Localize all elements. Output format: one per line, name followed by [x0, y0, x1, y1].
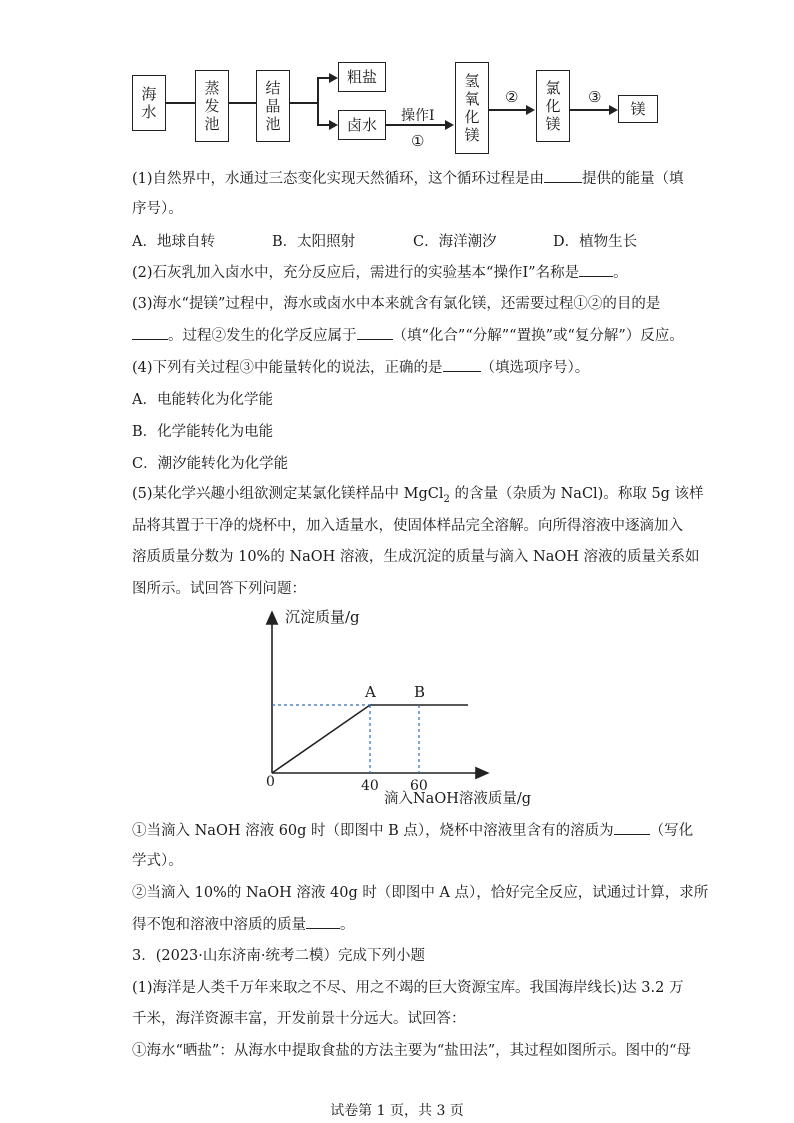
q5-line1 [132, 484, 704, 510]
q5-sub1-line1 [132, 820, 694, 841]
point-label-b: B [414, 683, 426, 701]
q3-header: 3．(2023·山东济南·统考二模）完成下列小题 [132, 948, 426, 964]
brine-label: 卤水 [346, 116, 377, 134]
q1-option-d: D．植物生长 [553, 234, 638, 250]
x-tick-label: 60 [410, 778, 428, 794]
q1-line2 [132, 199, 672, 219]
q5-sub2-b: 得不饱和溶液中溶质的质量 [132, 917, 306, 933]
answer-blank[interactable] [306, 914, 340, 929]
y-axis-label: 沉淀质量/g [285, 608, 360, 626]
operation-label: 操作I [401, 108, 435, 124]
arrow-line [229, 102, 256, 104]
arrow-line [570, 109, 610, 111]
q5-subscript: 2 [443, 493, 450, 505]
page-footer: 试卷第 1 页，共 3 页 [330, 1103, 464, 1119]
q3-next-line3: ①海水“晒盐”：从海水中提取食盐的方法主要为“盐田法”，其过程如图所示。图中的“母 [132, 1043, 692, 1059]
q3-line2 [132, 325, 684, 346]
answer-blank[interactable] [443, 357, 481, 372]
answer-blank[interactable] [579, 262, 613, 277]
answer-blank[interactable] [357, 325, 393, 340]
answer-blank[interactable] [132, 325, 168, 340]
q4-option-b: B．化学能转化为电能 [132, 424, 274, 440]
q4-text-a: (4)下列有关过程③中能量转化的说法，正确的是 [132, 360, 443, 376]
q5-line4: 图所示。试回答下列问题： [132, 581, 306, 597]
crystallization-pond-label: 结晶池 [265, 79, 281, 133]
q5-sub1-line2: 学式）。 [132, 853, 183, 869]
crude-salt-label: 粗盐 [346, 68, 377, 86]
q4-text-b: （填选项序号）。 [480, 360, 590, 376]
q1-text-a: (1)自然界中，水通过三态变化实现天然循环，这个循环过程是由 [132, 171, 545, 187]
q2-text-a: (2)石灰乳加入卤水中，充分反应后，需进行的实验基本“操作I”名称是 [132, 265, 580, 281]
q5-line1-a: (5)某化学兴趣小组欲测定某氯化镁样品中 MgCl [132, 486, 444, 502]
x-tick-label: 40 [361, 778, 379, 794]
evaporation-pond-label: 蒸发池 [204, 79, 220, 133]
q4-line [132, 357, 672, 378]
q1-option-a: A．地球自转 [132, 234, 215, 250]
arrow-line [489, 109, 527, 111]
branch-vertical [317, 77, 319, 125]
mg-chloride-label: 氯化镁 [545, 79, 561, 133]
q1-option-b: B．太阳照射 [272, 234, 356, 250]
q3-next-line2: 千米，海洋资源丰富，开发前景十分远大。试回答： [132, 1011, 466, 1027]
magnesium-box [618, 95, 658, 123]
branch-line [290, 102, 318, 104]
q5-sub2-line2 [132, 914, 672, 935]
q3-next-line1: (1)海洋是人类千万年来取之不尽、用之不竭的巨大资源宝库。我国海岸线长)达 3.2 万 [132, 980, 684, 996]
crystallization-pond-box [256, 70, 290, 142]
q2-line [132, 262, 672, 283]
q1-option-c: C．海洋潮汐 [413, 234, 497, 250]
q3-text-b: （填“化合”“分解”“置换”或“复分解”）反应。 [392, 328, 684, 344]
arrowhead-icon [329, 73, 338, 83]
arrowhead-icon [526, 105, 535, 115]
q4-option-a: A．电能转化为化学能 [132, 392, 273, 408]
q1-text-b: 提供的能量（填 [582, 171, 684, 187]
arrow-line [166, 102, 195, 104]
precipitate-line [272, 705, 468, 773]
q5-sub1-a: ①当滴入 NaOH 溶液 60g 时（即图中 B 点），烧杯中溶液里含有的溶质为 [132, 823, 614, 839]
q5-sub2-line1: ②当滴入 10%的 NaOH 溶液 40g 时（即图中 A 点），恰好完全反应，试通过计算，求所 [132, 885, 709, 901]
x-axis-label: 滴入NaOH溶液质量/g [384, 791, 532, 807]
q1-text-c: 序号）。 [132, 201, 183, 217]
q3-line1: (3)海水“提镁”过程中，海水或卤水中本来就含有氯化镁，还需要过程①②的目的是 [132, 296, 661, 312]
mg-chloride-box [536, 70, 570, 142]
point-label-a: A [365, 683, 376, 701]
arrowhead-icon [445, 120, 454, 130]
mg-hydroxide-label: 氢氧化镁 [464, 72, 480, 144]
q3-text-a: 。过程②发生的化学反应属于 [168, 328, 357, 344]
crude-salt-box [338, 62, 386, 92]
origin-label: 0 [266, 774, 275, 790]
q4-option-c: C．潮汐能转化为化学能 [132, 456, 289, 472]
seawater-label: 海水 [141, 85, 157, 121]
q5-line3: 溶质质量分数为 10%的 NaOH 溶液，生成沉淀的质量与滴入 NaOH 溶液的质量关系如 [132, 549, 700, 565]
arrowhead-icon [329, 120, 338, 130]
evaporation-pond-box [195, 70, 229, 142]
magnesium-label: 镁 [630, 100, 646, 118]
q5-sub1-b: （写化 [649, 823, 694, 839]
q1-line1 [132, 168, 684, 189]
q5-line2: 品将其置于干净的烧杯中，加入适量水，使固体样品完全溶解。向所得溶液中逐滴加入 [132, 518, 683, 534]
answer-blank[interactable] [544, 168, 582, 183]
answer-blank[interactable] [614, 820, 650, 835]
q2-text-b: 。 [613, 265, 628, 281]
step-1-label: ① [411, 132, 425, 150]
brine-box [338, 110, 386, 140]
mg-hydroxide-box [455, 62, 489, 154]
q5-line1-b: 的含量（杂质为 NaCl)。称取 5g 该样 [449, 486, 704, 502]
arrowhead-icon [609, 105, 618, 115]
seawater-box [132, 75, 166, 131]
step-3-label: ③ [588, 88, 602, 106]
step-2-label: ② [505, 88, 519, 106]
q5-sub2-c: 。 [340, 917, 355, 933]
